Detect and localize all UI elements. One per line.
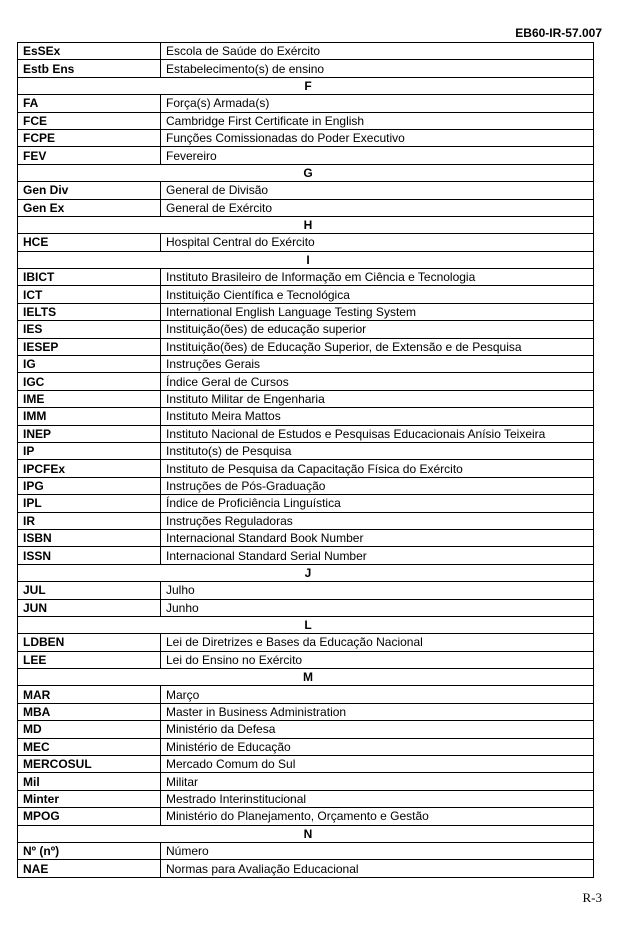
meaning-cell: Hospital Central do Exército [161, 234, 594, 251]
abbreviation-cell: Mil [18, 773, 161, 790]
section-letter: F [18, 77, 594, 94]
meaning-cell: Instituto Meira Mattos [161, 408, 594, 425]
table-row [18, 703, 594, 720]
meaning-cell: Normas para Avaliação Educacional [161, 860, 594, 877]
table-row [18, 356, 594, 373]
meaning-cell: Índice de Proficiência Linguística [161, 495, 594, 512]
table-row [18, 582, 594, 599]
table-row [18, 790, 594, 807]
abbreviation-cell: IME [18, 390, 161, 407]
abbreviation-table-body [18, 43, 594, 878]
meaning-cell: Ministério do Planejamento, Orçamento e Gestão [161, 808, 594, 825]
section-letter: H [18, 216, 594, 233]
table-row [18, 182, 594, 199]
page-number: R-3 [582, 890, 602, 905]
table-row [18, 512, 594, 529]
abbreviation-cell: ICT [18, 286, 161, 303]
abbreviation-cell: FCPE [18, 129, 161, 146]
abbreviation-cell: IMM [18, 408, 161, 425]
table-row [18, 373, 594, 390]
section-row [18, 616, 594, 633]
abbreviation-cell: IG [18, 356, 161, 373]
section-letter: G [18, 164, 594, 181]
meaning-cell: Militar [161, 773, 594, 790]
meaning-cell: Instituição(ões) de educação superior [161, 321, 594, 338]
section-row [18, 825, 594, 842]
table-row [18, 477, 594, 494]
table-row [18, 756, 594, 773]
abbreviation-cell: IPCFEx [18, 460, 161, 477]
table-row [18, 599, 594, 616]
abbreviation-table [17, 42, 594, 878]
abbreviation-cell: Gen Ex [18, 199, 161, 216]
abbreviation-cell: IR [18, 512, 161, 529]
table-row [18, 460, 594, 477]
section-row [18, 216, 594, 233]
table-row [18, 808, 594, 825]
meaning-cell: Instruções Reguladoras [161, 512, 594, 529]
meaning-cell: Lei do Ensino no Exército [161, 651, 594, 668]
table-row [18, 43, 594, 60]
abbreviation-cell: Nº (nº) [18, 842, 161, 859]
table-row [18, 390, 594, 407]
document-code: EB60-IR-57.007 [515, 26, 602, 40]
table-row [18, 651, 594, 668]
section-letter: M [18, 669, 594, 686]
meaning-cell: Ministério da Defesa [161, 721, 594, 738]
abbreviation-cell: FA [18, 95, 161, 112]
meaning-cell: Internacional Standard Book Number [161, 529, 594, 546]
section-row [18, 564, 594, 581]
meaning-cell: Instituto de Pesquisa da Capacitação Física do Exército [161, 460, 594, 477]
meaning-cell: Cambridge First Certificate in English [161, 112, 594, 129]
meaning-cell: Instruções de Pós-Graduação [161, 477, 594, 494]
abbreviation-cell: MERCOSUL [18, 756, 161, 773]
meaning-cell: Mestrado Interinstitucional [161, 790, 594, 807]
abbreviation-cell: LDBEN [18, 634, 161, 651]
table-row [18, 442, 594, 459]
abbreviation-cell: MBA [18, 703, 161, 720]
abbreviation-cell: IES [18, 321, 161, 338]
section-row [18, 669, 594, 686]
table-row [18, 738, 594, 755]
table-row [18, 495, 594, 512]
table-row [18, 529, 594, 546]
abbreviation-cell: FEV [18, 147, 161, 164]
meaning-cell: Master in Business Administration [161, 703, 594, 720]
abbreviation-cell: ISSN [18, 547, 161, 564]
abbreviation-cell: NAE [18, 860, 161, 877]
section-letter: I [18, 251, 594, 268]
meaning-cell: Funções Comissionadas do Poder Executivo [161, 129, 594, 146]
table-row [18, 547, 594, 564]
meaning-cell: Mercado Comum do Sul [161, 756, 594, 773]
abbreviation-cell: Minter [18, 790, 161, 807]
abbreviation-cell: LEE [18, 651, 161, 668]
meaning-cell: Instituto(s) de Pesquisa [161, 442, 594, 459]
meaning-cell: Índice Geral de Cursos [161, 373, 594, 390]
meaning-cell: Escola de Saúde do Exército [161, 43, 594, 60]
meaning-cell: Ministério de Educação [161, 738, 594, 755]
abbreviation-cell: JUL [18, 582, 161, 599]
table-row [18, 147, 594, 164]
meaning-cell: Estabelecimento(s) de ensino [161, 60, 594, 77]
table-row [18, 425, 594, 442]
table-row [18, 303, 594, 320]
meaning-cell: Lei de Diretrizes e Bases da Educação Nacional [161, 634, 594, 651]
section-letter: J [18, 564, 594, 581]
abbreviation-cell: IPL [18, 495, 161, 512]
meaning-cell: General de Divisão [161, 182, 594, 199]
meaning-cell: Junho [161, 599, 594, 616]
section-row [18, 251, 594, 268]
table-row [18, 199, 594, 216]
meaning-cell: Internacional Standard Serial Number [161, 547, 594, 564]
meaning-cell: International English Language Testing System [161, 303, 594, 320]
abbreviation-cell: Estb Ens [18, 60, 161, 77]
meaning-cell: Instruções Gerais [161, 356, 594, 373]
abbreviation-cell: HCE [18, 234, 161, 251]
table-row [18, 269, 594, 286]
abbreviation-cell: MD [18, 721, 161, 738]
table-row [18, 234, 594, 251]
abbreviation-cell: IELTS [18, 303, 161, 320]
table-row [18, 842, 594, 859]
table-row [18, 112, 594, 129]
abbreviation-cell: MPOG [18, 808, 161, 825]
section-row [18, 77, 594, 94]
section-letter: N [18, 825, 594, 842]
table-row [18, 129, 594, 146]
abbreviation-cell: INEP [18, 425, 161, 442]
abbreviation-cell: MAR [18, 686, 161, 703]
meaning-cell: Instituto Militar de Engenharia [161, 390, 594, 407]
abbreviation-cell: FCE [18, 112, 161, 129]
meaning-cell: Instituto Brasileiro de Informação em Ciência e Tecnologia [161, 269, 594, 286]
meaning-cell: Fevereiro [161, 147, 594, 164]
table-row [18, 860, 594, 877]
meaning-cell: Força(s) Armada(s) [161, 95, 594, 112]
table-row [18, 286, 594, 303]
abbreviation-cell: EsSEx [18, 43, 161, 60]
abbreviation-cell: JUN [18, 599, 161, 616]
abbreviation-cell: IP [18, 442, 161, 459]
meaning-cell: Instituição(ões) de Educação Superior, de Extensão e de Pesquisa [161, 338, 594, 355]
table-row [18, 338, 594, 355]
table-row [18, 60, 594, 77]
abbreviation-cell: IBICT [18, 269, 161, 286]
meaning-cell: Julho [161, 582, 594, 599]
section-letter: L [18, 616, 594, 633]
table-row [18, 773, 594, 790]
section-row [18, 164, 594, 181]
table-row [18, 634, 594, 651]
abbreviation-cell: Gen Div [18, 182, 161, 199]
meaning-cell: Instituto Nacional de Estudos e Pesquisas Educacionais Anísio Teixeira [161, 425, 594, 442]
table-row [18, 321, 594, 338]
meaning-cell: Instituição Científica e Tecnológica [161, 286, 594, 303]
meaning-cell: Número [161, 842, 594, 859]
abbreviation-cell: IGC [18, 373, 161, 390]
table-row [18, 686, 594, 703]
abbreviation-cell: ISBN [18, 529, 161, 546]
table-row [18, 408, 594, 425]
table-row [18, 95, 594, 112]
abbreviation-cell: MEC [18, 738, 161, 755]
table-row [18, 721, 594, 738]
abbreviation-cell: IPG [18, 477, 161, 494]
abbreviation-cell: IESEP [18, 338, 161, 355]
meaning-cell: General de Exército [161, 199, 594, 216]
meaning-cell: Março [161, 686, 594, 703]
